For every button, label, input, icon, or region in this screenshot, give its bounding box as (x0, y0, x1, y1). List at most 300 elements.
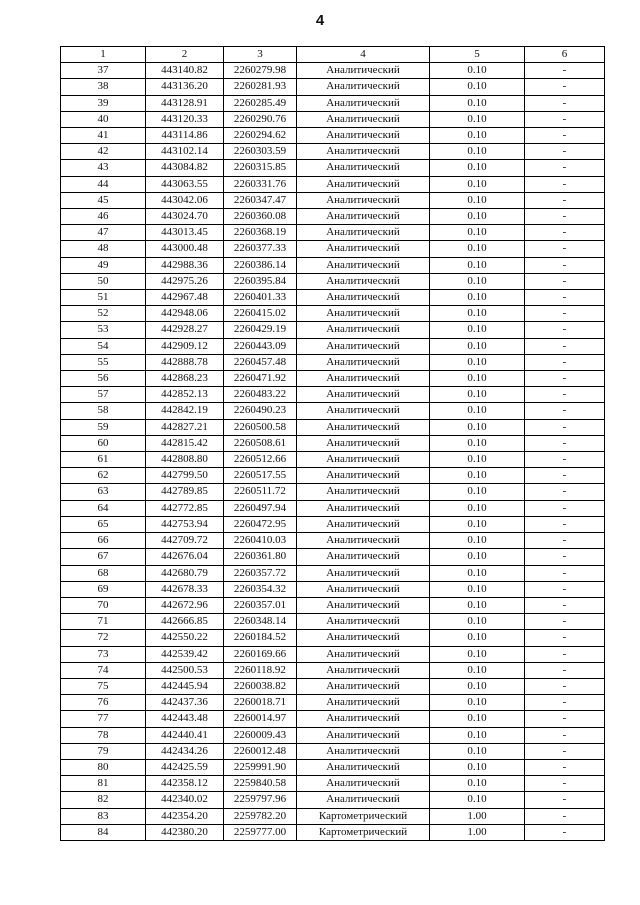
table-row (61, 387, 605, 403)
table-cell: 0.10 (430, 614, 525, 630)
table-row (61, 549, 605, 565)
table-cell: 442842.19 (146, 403, 224, 419)
table-cell: - (525, 144, 605, 160)
table-cell: 0.10 (430, 371, 525, 387)
table-cell: Аналитический (297, 759, 430, 775)
table-cell: - (525, 743, 605, 759)
table-row (61, 500, 605, 516)
table-cell: 2260184.52 (224, 630, 297, 646)
table-cell: 74 (61, 662, 146, 678)
table-cell: 2260472.95 (224, 516, 297, 532)
table-cell: Аналитический (297, 452, 430, 468)
table-cell: 0.10 (430, 95, 525, 111)
table-cell: 2260290.76 (224, 111, 297, 127)
table-cell: 0.10 (430, 500, 525, 516)
table-cell: 0.10 (430, 662, 525, 678)
table-cell: 442772.85 (146, 500, 224, 516)
table-cell: - (525, 468, 605, 484)
table-cell: 0.10 (430, 176, 525, 192)
table-cell: - (525, 354, 605, 370)
table-row (61, 435, 605, 451)
table-cell: Картометрический (297, 824, 430, 840)
table-cell: 2260368.19 (224, 225, 297, 241)
table-cell: 0.10 (430, 387, 525, 403)
table-cell: 83 (61, 808, 146, 824)
table-cell: 0.10 (430, 565, 525, 581)
table-cell: 0.10 (430, 225, 525, 241)
table-cell: 2259777.00 (224, 824, 297, 840)
table-row (61, 290, 605, 306)
table-cell: 443013.45 (146, 225, 224, 241)
table-cell: 0.10 (430, 549, 525, 565)
table-cell: 0.10 (430, 144, 525, 160)
table-cell: Аналитический (297, 128, 430, 144)
table-row (61, 727, 605, 743)
table-cell: - (525, 711, 605, 727)
table-cell: Аналитический (297, 387, 430, 403)
table-cell: - (525, 452, 605, 468)
table-cell: Аналитический (297, 354, 430, 370)
table-cell: 442852.13 (146, 387, 224, 403)
table-cell: Аналитический (297, 338, 430, 354)
table-row (61, 354, 605, 370)
table-cell: - (525, 533, 605, 549)
table-cell: 51 (61, 290, 146, 306)
table-cell: 38 (61, 79, 146, 95)
table-cell: 0.10 (430, 241, 525, 257)
table-cell: 71 (61, 614, 146, 630)
table-row (61, 111, 605, 127)
table-row (61, 338, 605, 354)
table-cell: 442539.42 (146, 646, 224, 662)
table-cell: 442437.36 (146, 695, 224, 711)
table-cell: - (525, 678, 605, 694)
table-cell: 443114.86 (146, 128, 224, 144)
table-cell: 0.10 (430, 759, 525, 775)
table-cell: 2260483.22 (224, 387, 297, 403)
table-cell: 43 (61, 160, 146, 176)
table-cell: Аналитический (297, 516, 430, 532)
table-cell: 442354.20 (146, 808, 224, 824)
table-cell: 2260294.62 (224, 128, 297, 144)
table-cell: 1.00 (430, 808, 525, 824)
table-row (61, 144, 605, 160)
table-row (61, 273, 605, 289)
table-cell: 0.10 (430, 452, 525, 468)
table-cell: Аналитический (297, 144, 430, 160)
table-cell: 2260511.72 (224, 484, 297, 500)
column-header: 3 (224, 47, 297, 63)
table-cell: - (525, 306, 605, 322)
table-cell: Аналитический (297, 419, 430, 435)
table-row (61, 597, 605, 613)
table-cell: 2260038.82 (224, 678, 297, 694)
table-cell: 443128.91 (146, 95, 224, 111)
table-cell: 2260490.23 (224, 403, 297, 419)
table-cell: 42 (61, 144, 146, 160)
table-cell: Аналитический (297, 241, 430, 257)
table-cell: 2260169.66 (224, 646, 297, 662)
table-cell: - (525, 257, 605, 273)
table-cell: 442909.12 (146, 338, 224, 354)
table-cell: 44 (61, 176, 146, 192)
table-cell: 2260429.19 (224, 322, 297, 338)
table-row (61, 371, 605, 387)
table-cell: 443000.48 (146, 241, 224, 257)
table-cell: 0.10 (430, 209, 525, 225)
table-row (61, 565, 605, 581)
table-cell: 442340.02 (146, 792, 224, 808)
table-cell: - (525, 435, 605, 451)
table-cell: 2260500.58 (224, 419, 297, 435)
table-row (61, 759, 605, 775)
table-cell: 2260357.72 (224, 565, 297, 581)
table-cell: - (525, 95, 605, 111)
table-row (61, 808, 605, 824)
table-cell: - (525, 273, 605, 289)
table-cell: Аналитический (297, 63, 430, 79)
table-cell: 0.10 (430, 792, 525, 808)
table-cell: 75 (61, 678, 146, 694)
table-cell: 0.10 (430, 711, 525, 727)
table-cell: 442678.33 (146, 581, 224, 597)
table-cell: 2260281.93 (224, 79, 297, 95)
table-cell: 2260386.14 (224, 257, 297, 273)
table-cell: - (525, 290, 605, 306)
table-cell: 62 (61, 468, 146, 484)
table-cell: 0.10 (430, 435, 525, 451)
table-cell: Аналитический (297, 581, 430, 597)
table-cell: Аналитический (297, 727, 430, 743)
table-cell: 37 (61, 63, 146, 79)
table-cell: Аналитический (297, 111, 430, 127)
table-cell: 442808.80 (146, 452, 224, 468)
table-cell: 2260331.76 (224, 176, 297, 192)
table-cell: - (525, 759, 605, 775)
table-cell: 2260377.33 (224, 241, 297, 257)
table-row (61, 581, 605, 597)
table-cell: - (525, 630, 605, 646)
table-cell: 442815.42 (146, 435, 224, 451)
table-cell: 2260357.01 (224, 597, 297, 613)
table-cell: 47 (61, 225, 146, 241)
table-cell: - (525, 662, 605, 678)
table-row (61, 484, 605, 500)
table-cell: 0.10 (430, 468, 525, 484)
table-cell: 0.10 (430, 290, 525, 306)
table-cell: 442888.78 (146, 354, 224, 370)
table-cell: - (525, 338, 605, 354)
table-cell: - (525, 403, 605, 419)
table-cell: 442799.50 (146, 468, 224, 484)
table-cell: Аналитический (297, 273, 430, 289)
table-cell: Аналитический (297, 678, 430, 694)
table-row (61, 468, 605, 484)
table-row (61, 614, 605, 630)
table-cell: 443084.82 (146, 160, 224, 176)
table-cell: 40 (61, 111, 146, 127)
table-cell: - (525, 176, 605, 192)
table-cell: - (525, 111, 605, 127)
column-header: 6 (525, 47, 605, 63)
table-cell: 443136.20 (146, 79, 224, 95)
table-cell: - (525, 565, 605, 581)
table-row (61, 322, 605, 338)
table-cell: Аналитический (297, 95, 430, 111)
table-row (61, 419, 605, 435)
table-cell: 0.10 (430, 597, 525, 613)
table-cell: 442440.41 (146, 727, 224, 743)
table-cell: 442988.36 (146, 257, 224, 273)
table-cell: - (525, 63, 605, 79)
table-cell: Аналитический (297, 484, 430, 500)
table-cell: 58 (61, 403, 146, 419)
table-cell: 442445.94 (146, 678, 224, 694)
table-cell: 442666.85 (146, 614, 224, 630)
table-cell: 2260009.43 (224, 727, 297, 743)
table-cell: 442380.20 (146, 824, 224, 840)
table-cell: 0.10 (430, 516, 525, 532)
table-cell: - (525, 160, 605, 176)
table-cell: 442434.26 (146, 743, 224, 759)
table-row (61, 452, 605, 468)
table-row (61, 79, 605, 95)
table-cell: 2260360.08 (224, 209, 297, 225)
table-cell: Аналитический (297, 306, 430, 322)
table-cell: 0.10 (430, 338, 525, 354)
table-cell: 57 (61, 387, 146, 403)
table-cell: 82 (61, 792, 146, 808)
table-cell: 442928.27 (146, 322, 224, 338)
table-cell: - (525, 695, 605, 711)
table-cell: 70 (61, 597, 146, 613)
table-cell: 0.10 (430, 776, 525, 792)
table-cell: - (525, 614, 605, 630)
table-cell: 442358.12 (146, 776, 224, 792)
table-cell: 61 (61, 452, 146, 468)
table-cell: Аналитический (297, 290, 430, 306)
table-cell: 56 (61, 371, 146, 387)
table-cell: 443140.82 (146, 63, 224, 79)
table-cell: 66 (61, 533, 146, 549)
table-cell: 0.10 (430, 273, 525, 289)
table-cell: - (525, 128, 605, 144)
table-cell: - (525, 322, 605, 338)
table-cell: - (525, 792, 605, 808)
table-cell: Аналитический (297, 160, 430, 176)
table-cell: 80 (61, 759, 146, 775)
table-cell: - (525, 225, 605, 241)
table-cell: 39 (61, 95, 146, 111)
table-cell: 442868.23 (146, 371, 224, 387)
table-cell: 2260410.03 (224, 533, 297, 549)
table-row (61, 403, 605, 419)
table-cell: 442680.79 (146, 565, 224, 581)
table-cell: 0.10 (430, 484, 525, 500)
table-cell: Аналитический (297, 646, 430, 662)
table-cell: 60 (61, 435, 146, 451)
table-cell: 2260354.32 (224, 581, 297, 597)
table-row (61, 662, 605, 678)
table-cell: 0.10 (430, 306, 525, 322)
table-cell: - (525, 419, 605, 435)
table-cell: - (525, 776, 605, 792)
table-cell: 45 (61, 192, 146, 208)
table-cell: Аналитический (297, 597, 430, 613)
table-row (61, 824, 605, 840)
table-row (61, 192, 605, 208)
table-row (61, 225, 605, 241)
table-row (61, 533, 605, 549)
table-cell: 442789.85 (146, 484, 224, 500)
table-cell: 443063.55 (146, 176, 224, 192)
table-row (61, 516, 605, 532)
table-cell: 2260285.49 (224, 95, 297, 111)
table-cell: - (525, 727, 605, 743)
table-cell: - (525, 209, 605, 225)
table-cell: - (525, 484, 605, 500)
table-cell: 78 (61, 727, 146, 743)
table-cell: Аналитический (297, 549, 430, 565)
table-cell: 59 (61, 419, 146, 435)
table-cell: Аналитический (297, 371, 430, 387)
table-cell: 0.10 (430, 128, 525, 144)
table-row (61, 792, 605, 808)
table-cell: 443102.14 (146, 144, 224, 160)
table-cell: 0.10 (430, 727, 525, 743)
table-cell: 442975.26 (146, 273, 224, 289)
table-cell: 54 (61, 338, 146, 354)
coordinates-table (60, 46, 605, 841)
table-cell: 0.10 (430, 533, 525, 549)
table-cell: 442500.53 (146, 662, 224, 678)
table-cell: - (525, 597, 605, 613)
table-cell: 442967.48 (146, 290, 224, 306)
table-row (61, 176, 605, 192)
table-cell: 0.10 (430, 322, 525, 338)
page-number: 4 (315, 12, 325, 29)
table-cell: 48 (61, 241, 146, 257)
table-cell: - (525, 516, 605, 532)
table-cell: 1.00 (430, 824, 525, 840)
table-cell: 77 (61, 711, 146, 727)
table-cell: 41 (61, 128, 146, 144)
column-header: 1 (61, 47, 146, 63)
table-cell: Аналитический (297, 695, 430, 711)
table-cell: 67 (61, 549, 146, 565)
table-cell: 2259991.90 (224, 759, 297, 775)
table-cell: 2260014.97 (224, 711, 297, 727)
table-cell: 2260497.94 (224, 500, 297, 516)
table-cell: 50 (61, 273, 146, 289)
table-header-row (61, 47, 605, 63)
table-cell: 2260415.02 (224, 306, 297, 322)
table-row (61, 743, 605, 759)
table-cell: Аналитический (297, 79, 430, 95)
table-cell: 0.10 (430, 403, 525, 419)
table-row (61, 241, 605, 257)
table-cell: 2260348.14 (224, 614, 297, 630)
table-cell: 2260517.55 (224, 468, 297, 484)
table-cell: 442443.48 (146, 711, 224, 727)
table-cell: Аналитический (297, 565, 430, 581)
table-cell: 2260347.47 (224, 192, 297, 208)
table-cell: 2260508.61 (224, 435, 297, 451)
table-cell: 2260303.59 (224, 144, 297, 160)
table-cell: 65 (61, 516, 146, 532)
column-header: 2 (146, 47, 224, 63)
table-cell: 0.10 (430, 63, 525, 79)
table-cell: 63 (61, 484, 146, 500)
table-cell: 72 (61, 630, 146, 646)
table-cell: 2260401.33 (224, 290, 297, 306)
table-cell: Аналитический (297, 630, 430, 646)
table-row (61, 678, 605, 694)
table-cell: 2260118.92 (224, 662, 297, 678)
table-cell: 0.10 (430, 646, 525, 662)
table-cell: 0.10 (430, 160, 525, 176)
table-cell: 443024.70 (146, 209, 224, 225)
table-cell: 2260457.48 (224, 354, 297, 370)
table-cell: - (525, 241, 605, 257)
table-cell: 2260012.48 (224, 743, 297, 759)
table-cell: Аналитический (297, 176, 430, 192)
table-cell: Аналитический (297, 792, 430, 808)
table-cell: 73 (61, 646, 146, 662)
table-cell: 2260018.71 (224, 695, 297, 711)
table-cell: - (525, 79, 605, 95)
table-row (61, 160, 605, 176)
table-cell: 0.10 (430, 581, 525, 597)
table-cell: Аналитический (297, 403, 430, 419)
table-cell: 442948.06 (146, 306, 224, 322)
table-cell: 2260395.84 (224, 273, 297, 289)
table-cell: Аналитический (297, 225, 430, 241)
table-cell: Аналитический (297, 435, 430, 451)
table-cell: Аналитический (297, 743, 430, 759)
column-header: 5 (430, 47, 525, 63)
table-cell: 69 (61, 581, 146, 597)
table-cell: 2260279.98 (224, 63, 297, 79)
table-cell: Аналитический (297, 662, 430, 678)
table-body (61, 63, 605, 841)
table-row (61, 306, 605, 322)
table-cell: Аналитический (297, 711, 430, 727)
table-cell: Аналитический (297, 257, 430, 273)
table-cell: Аналитический (297, 533, 430, 549)
table-cell: 2260315.85 (224, 160, 297, 176)
table-cell: 2260443.09 (224, 338, 297, 354)
table-cell: 81 (61, 776, 146, 792)
table-cell: 0.10 (430, 257, 525, 273)
table-cell: 0.10 (430, 695, 525, 711)
table-cell: 52 (61, 306, 146, 322)
table-cell: - (525, 387, 605, 403)
table-cell: - (525, 824, 605, 840)
column-header: 4 (297, 47, 430, 63)
table-cell: 0.10 (430, 354, 525, 370)
table-cell: 53 (61, 322, 146, 338)
table-cell: 0.10 (430, 678, 525, 694)
table-row (61, 776, 605, 792)
table-cell: - (525, 646, 605, 662)
table-cell: Аналитический (297, 776, 430, 792)
table-cell: 55 (61, 354, 146, 370)
table-cell: 442550.22 (146, 630, 224, 646)
table-row (61, 646, 605, 662)
table-cell: 76 (61, 695, 146, 711)
table-cell: 442827.21 (146, 419, 224, 435)
